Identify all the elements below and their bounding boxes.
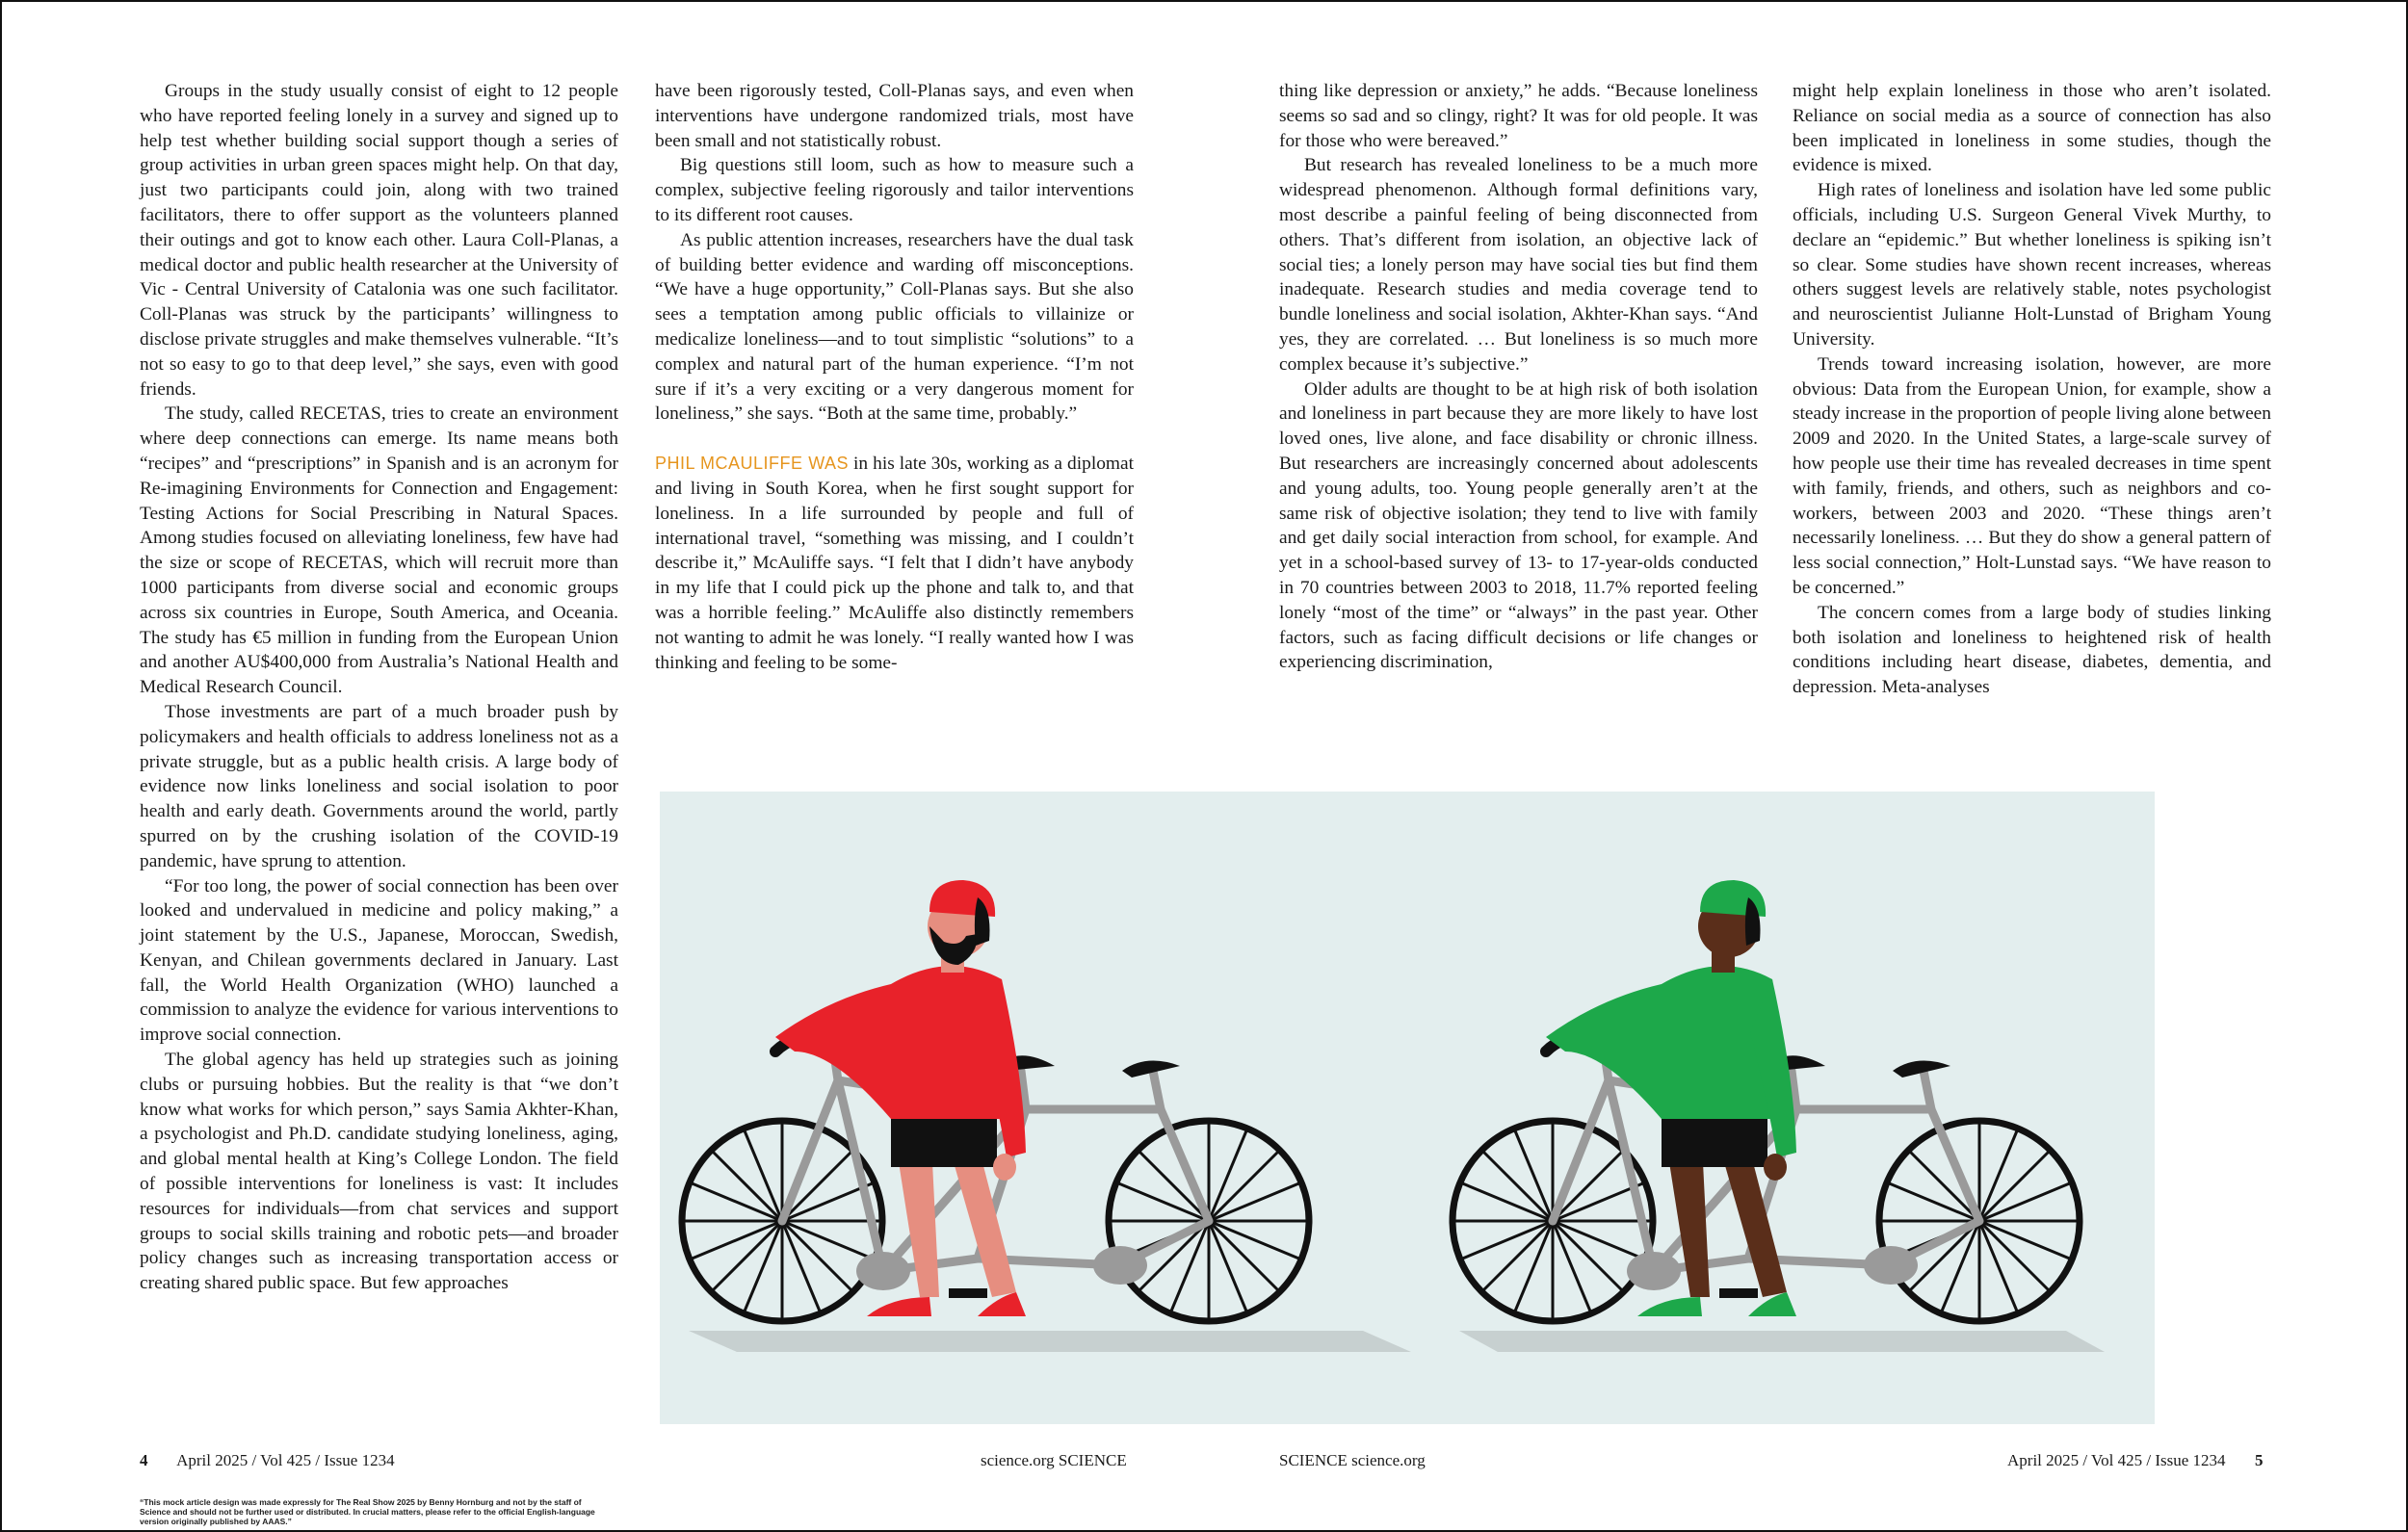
column-3 xyxy=(1279,79,1758,675)
paragraph: might help explain loneliness in those who aren’t isolated. Reliance on social media as a source of connection has also been implicated in loneliness in some studies, though the evidence is mixed. xyxy=(1793,81,2271,176)
shadow-right xyxy=(1459,1331,2105,1352)
footer-right xyxy=(2007,1451,2264,1470)
column-4 xyxy=(1793,79,2271,700)
paragraph: The global agency has held up strategies such as joining clubs or pursuing hobbies. But the reality is that “we don’t know what works for which person,” says Samia Akhter-Khan, a psychologist and Ph.D. candidate studying loneliness, aging, and global mental health at King’s College London. The field of possible interventions for loneliness is vast: It includes resources for individuals—from chat services and support groups to social skills training and robotic pets—and broader policy changes such as increasing transportation access or creating shared public space. But few approaches xyxy=(140,1050,618,1294)
paragraph: As public attention increases, researchers have the dual task of building better evidence and warding off misconceptions. “We have a huge opportunity,” Coll-Planas says. But she also sees a temptation among public officials to villainize or medicalize loneliness—and to tout simplistic “solutions” to a complex and natural part of the human experience. “I’m not sure if it’s a very exciting or a very dangerous moment for loneliness,” she says. “Both at the same time, probably.” xyxy=(655,229,1134,425)
paragraph: The study, called RECETAS, tries to create an environment where deep connections can emerge. Its name means both “recipes” and “prescriptions” in Spanish and is an acronym for Re-imagining Environments for Connection and Engagement: Testing Actions for Social Prescribing in Natural Spaces. Among studies focused on alleviating loneliness, few have had the size or scope of RECETAS, which will recruit more than 1000 participants from diverse social and economic groups across six countries in Europe, South America, and Oceania. The study has €5 million in funding from the European Union and another AU$400,000 from Australia’s National Health and Medical Research Council. xyxy=(140,403,618,698)
paragraph: High rates of loneliness and isolation have led some public officials, including U.S. Surgeon General Vivek Murthy, to declare an “epidemic.” But whether loneliness is spiking isn’t so clear. Some studies have shown recent increases, whereas others suggest levels are relatively stable, notes psychologist and neuroscientist Julianne Holt-Lunstad of Brigham Young University. xyxy=(1793,180,2271,350)
paragraph: “For too long, the power of social connection has been over looked and undervalued in medicine and policy making,” a joint statement by the U.S., Japanese, Moroccan, Swedish, Kenyan, and Chilean governments declared in January. Last fall, the World Health Organization (WHO) launched a commission to analyze the evidence for various interventions to improve social connection. xyxy=(140,875,618,1046)
issue-info: April 2025 / Vol 425 / Issue 1234 xyxy=(176,1451,395,1469)
paragraph: have been rigorously tested, Coll-Planas says, and even when interventions have undergone randomized trials, most have been small and not statistically robust. xyxy=(655,81,1134,151)
illustration-art xyxy=(660,792,2155,1424)
disclaimer-note: “This mock article design was made expressly for The Real Show 2025 by Benny Hornburg and not by the staff of Science and should not be further used or distributed. In crucial matters, please refer to the official English-language version originally published by AAAS.” xyxy=(140,1497,595,1526)
footer-left-brand: science.org SCIENCE xyxy=(981,1451,1127,1469)
paragraph: Older adults are thought to be at high risk of both isolation and loneliness in part because they are more likely to have lost loved ones, live alone, and face disability or chronic illness. But researchers are increasingly concerned about adolescents and young adults, too. Young people generally aren’t at the same risk of objective isolation; they tend to live with family and get daily social interaction from school, for example. And yet in a school-based survey of 13- to 17-year-olds conducted in 70 countries between 2003 to 2018, 11.7% reported feeling lonely “most of the time” or “always” in the past year. Other factors, such as facing difficult decisions or life changes or experiencing discrimination, xyxy=(1279,378,1758,673)
paragraph: thing like depression or anxiety,” he adds. “Because loneliness seems so sad and so clingy, right? It was for old people. It was for those who were bereaved.” xyxy=(1279,81,1758,151)
shadow-left xyxy=(689,1331,1411,1352)
tandem-bicycles-illustration xyxy=(660,792,2155,1424)
page-number: 4 xyxy=(140,1451,148,1469)
right-tandem-bicycle xyxy=(1453,880,2080,1321)
lead-paragraph xyxy=(655,452,1134,675)
footer-right-brand: SCIENCE science.org xyxy=(1279,1451,1426,1469)
lead-rest: in his late 30s, working as a diplomat and living in South Korea, when he first sought support for loneliness. In a life surrounded by people and full of international travel, “something was missing, and I couldn’t describe it,” McAuliffe says. “I felt that I didn’t have anybody in my life that I could pick up the phone and talk to, and that was a horrible feeling.” McAuliffe also distinctly remembers not wanting to admit he was lonely. “I really wanted how I was thinking and feeling to be some- xyxy=(655,454,1134,673)
paragraph: The concern comes from a large body of studies linking both isolation and loneliness to heightened risk of health conditions including heart disease, diabetes, dementia, and depression. Meta-analyses xyxy=(1793,602,2271,698)
left-tandem-bicycle xyxy=(682,880,1309,1321)
lead-in: PHIL MCAULIFFE WAS xyxy=(655,454,850,474)
paragraph: Trends toward increasing isolation, however, are more obvious: Data from the European Union, for example, show a steady increase in the proportion of people living alone between 2009 and 2020. In the United States, a large-scale survey of how people use their time has revealed decreases in time spent with family, friends, and others, such as neighbors and co-workers, between 2003 and 2020. “These things aren’t necessarily loneliness. … But they do show a general pattern of less social connection,” Holt-Lunstad says. “We have reason to be concerned.” xyxy=(1793,353,2271,598)
column-2 xyxy=(655,79,1134,675)
column-1 xyxy=(140,79,618,1296)
page-number: 5 xyxy=(2255,1451,2264,1469)
paragraph: Big questions still loom, such as how to measure such a complex, subjective feeling rigorously and tailor interventions to its different root causes. xyxy=(655,155,1134,225)
paragraph: Those investments are part of a much broader push by policymakers and health officials to address loneliness not as a private struggle, but as a public health crisis. A large body of evidence now links loneliness and social isolation to poor health and early death. Governments around the world, partly spurred on by the crushing isolation of the COVID-19 pandemic, have sprung to attention. xyxy=(140,701,618,871)
issue-info: April 2025 / Vol 425 / Issue 1234 xyxy=(2007,1451,2226,1469)
paragraph: Groups in the study usually consist of eight to 12 people who have reported feeling lonely in a survey and signed up to help test whether building social support though a series of group activities in urban green spaces might help. On that day, just two participants could join, along with two trained facilitators, there to offer support as the volunteers planned their outings and got to know each other. Laura Coll-Planas, a medical doctor and public health researcher at the University of Vic - Central University of Catalonia was one such facilitator. Coll-Planas was struck by the participants’ willingness to disclose private struggles and make themselves vulnerable. “It’s not so easy to go to that deep level,” she says, even with good friends. xyxy=(140,81,618,400)
paragraph: But research has revealed loneliness to be a much more widespread phenomenon. Although formal definitions vary, most describe a painful feeling of being disconnected from others. That’s different from isolation, an objective lack of social ties; a lonely person may have social ties but find them inadequate. Research studies and media coverage tend to bundle loneliness and social isolation, Akhter-Khan says. “And yes, they are correlated. … But loneliness is so much more complex because it’s subjective.” xyxy=(1279,155,1758,375)
footer-left xyxy=(140,1451,395,1470)
